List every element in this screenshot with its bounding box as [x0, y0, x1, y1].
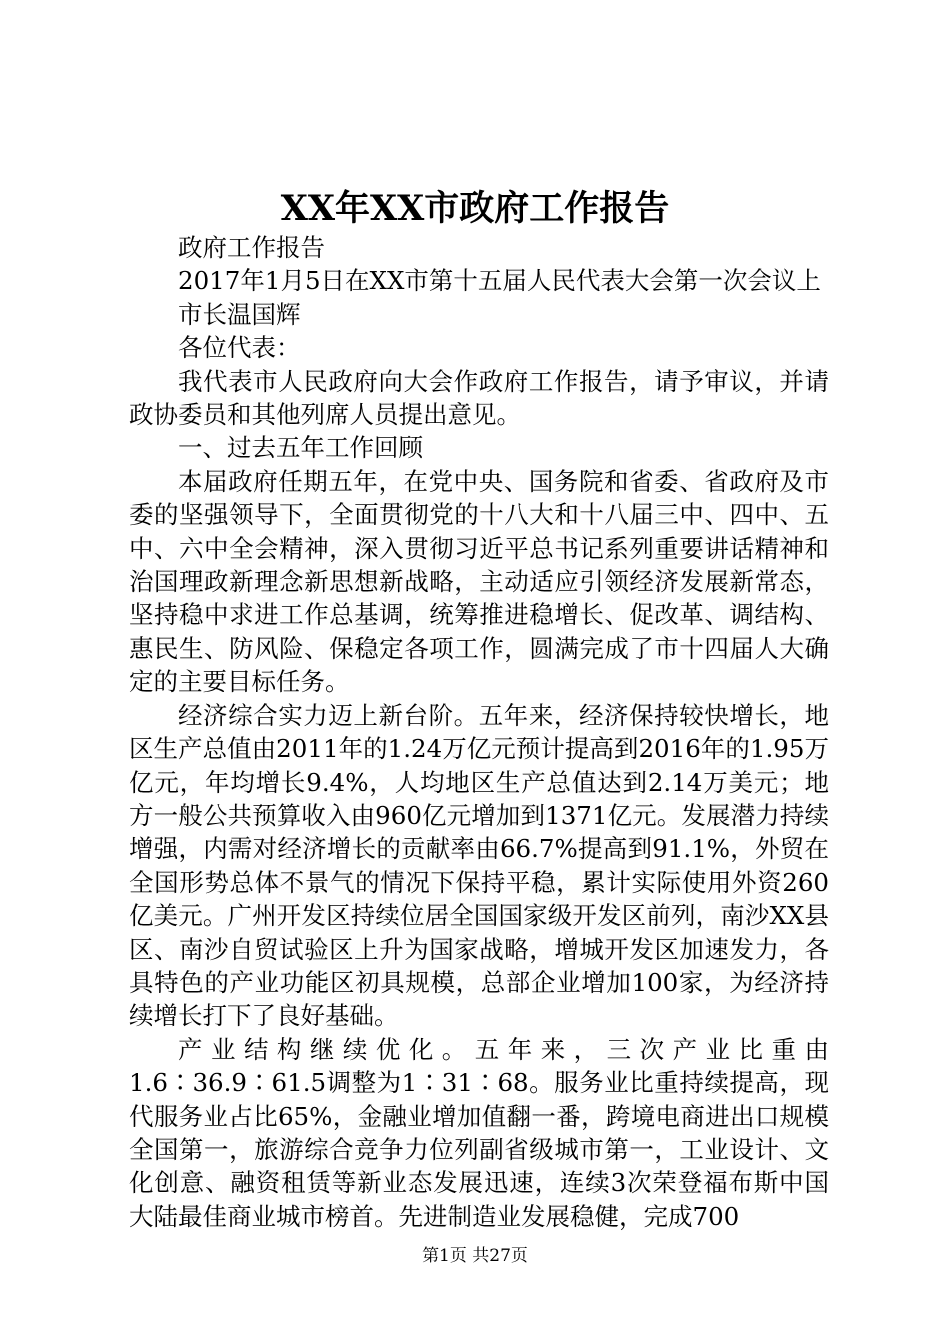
paragraph-salutation: 各位代表： — [178, 333, 301, 363]
page-footer — [0, 1244, 950, 1268]
page-number: 第1页 — [422, 1246, 467, 1266]
document-title: XX年XX市政府工作报告 — [280, 188, 670, 229]
page-total: 共27页 — [472, 1246, 528, 1266]
section-heading: 一、过去五年工作回顾 — [178, 433, 423, 463]
paragraph-review: 本届政府任期五年，在党中央、国务院和省委、省政府及市委的坚强领导下，全面贯彻党的十八大和十八届三中、四中、五中、六中全会精神，深入贯彻习近平总书记系列重要讲话精神和治国理政新理念新思想新战略，主动适应引领经济发展新常态，坚持稳中求进工作总基调，统筹推进稳增长、促改革、调结构、惠民生、防风险、保稳定各项工作，圆满完成了市十四届人大确定的主要目标任务。 — [129, 466, 829, 697]
paragraph-meeting-date: 2017年1月5日在XX市第十五届人民代表大会第一次会议上 — [178, 266, 821, 296]
paragraph-heading-label: 政府工作报告 — [178, 233, 325, 262]
paragraph-speaker: 市长温国辉 — [178, 299, 301, 329]
paragraph-industry-lead: 产业结构继续优化。五年来，三次产业比重由 — [178, 1034, 829, 1064]
paragraph-industry-body: 1.6∶36.9∶61.5调整为1∶31∶68。服务业比重持续提高，现代服务业占比65%，金融业增加值翻一番，跨境电商进出口规模全国第一，旅游综合竞争力位列副省级城市第一，工业设计、文化创意、融资租赁等新业态发展迅速，连续3次荣登福布斯中国大陆最佳商业城市榜首。先进制造业发展稳健，完成700 — [129, 1068, 829, 1231]
document-body — [129, 231, 829, 1233]
paragraph-intro: 我代表市人民政府向大会作政府工作报告，请予审议，并请政协委员和其他列席人员提出意见。 — [129, 366, 829, 430]
paragraph-economy: 经济综合实力迈上新台阶。五年来，经济保持较快增长，地区生产总值由2011年的1.24万亿元预计提高到2016年的1.95万亿元，年均增长9.4%，人均地区生产总值达到2.14万美元；地方一般公共预算收入由960亿元增加到1371亿元。发展潜力持续增强，内需对经济增长的贡献率由66.7%提高到91.1%，外贸在全国形势总体不景气的情况下保持平稳，累计实际使用外资260亿美元。广州开发区持续位居全国国家级开发区前列，南沙XX县区、南沙自贸试验区上升为国家战略，增城开发区加速发力，各具特色的产业功能区初具规模，总部企业增加100家，为经济持续增长打下了良好基础。 — [129, 700, 829, 1031]
